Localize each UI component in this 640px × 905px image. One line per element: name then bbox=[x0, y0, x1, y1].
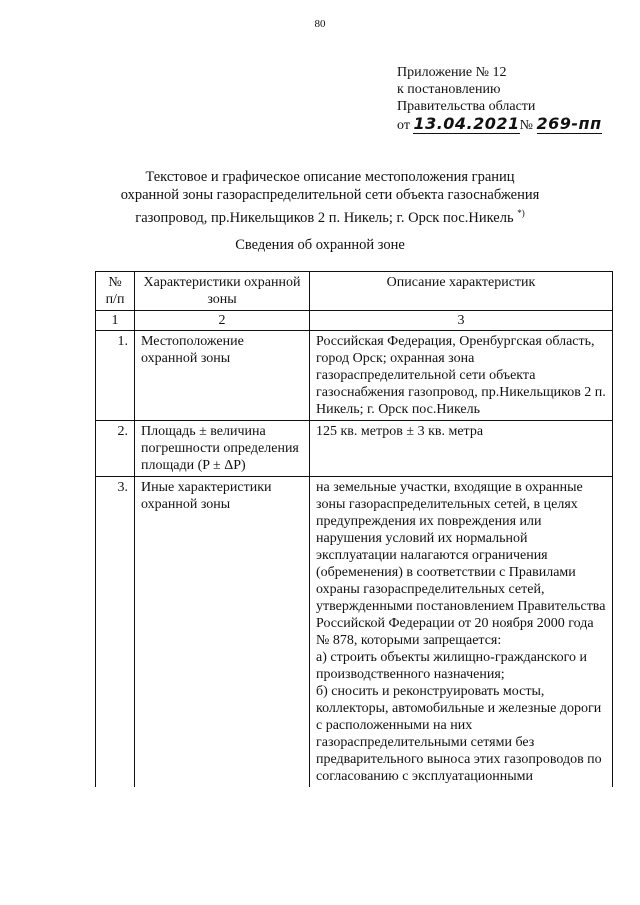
row-description: 125 кв. метров ± 3 кв. метра bbox=[310, 421, 613, 477]
appendix-line-3: Правительства области bbox=[397, 99, 536, 114]
appendix-block bbox=[397, 64, 602, 134]
appendix-line-1: Приложение № 12 bbox=[397, 65, 507, 80]
table-header-row bbox=[96, 272, 613, 311]
table-row bbox=[96, 477, 613, 788]
row-description: на земельные участки, входящие в охранные зоны газораспределительных сетей, в целях предупреждения их повреждения или нарушения условий их нормальной эксплуатации налагаются ограничения (обременения) в соответствии с Правилами охраны газораспределительных сетей, утвержденными постановлением Правительства Российской Федерации от 20 ноября 2000 года № 878, которыми запрещается: bbox=[316, 480, 606, 648]
footnote-mark: *) bbox=[517, 208, 525, 218]
column-numbers-row bbox=[96, 311, 613, 331]
row-characteristic: Местоположение охранной зоны bbox=[135, 331, 310, 421]
column-number-1: 1 bbox=[96, 311, 135, 331]
zone-info-table bbox=[95, 271, 613, 787]
header-characteristic: Характеристики охранной зоны bbox=[135, 272, 310, 311]
row-description-cell bbox=[310, 477, 613, 788]
restriction-item-a: а) строить объекты жилищно-гражданского и производственного назначения; bbox=[316, 650, 587, 682]
title-line-3: газопровод, пр.Никельщиков 2 п. Никель; г. Орск пос.Никель *) bbox=[135, 208, 525, 226]
section-subtitle: Сведения об охранной зоне bbox=[235, 237, 405, 253]
appendix-date-line bbox=[397, 115, 602, 134]
header-description: Описание характеристик bbox=[310, 272, 613, 311]
title-line-1: Текстовое и графическое описание местоположения границ bbox=[145, 169, 515, 185]
handwritten-number: 269-пп bbox=[536, 114, 602, 133]
title-line-2: охранной зоны газораспределительной сети объекта газоснабжения bbox=[120, 187, 540, 203]
column-number-3: 3 bbox=[310, 311, 613, 331]
table-row bbox=[96, 421, 613, 477]
row-number: 1. bbox=[96, 331, 135, 421]
row-number: 3. bbox=[96, 477, 135, 788]
document-title bbox=[60, 168, 600, 227]
handwritten-date: 13.04.2021 bbox=[413, 114, 520, 133]
date-prefix: от bbox=[397, 118, 410, 133]
number-prefix: № bbox=[519, 118, 534, 133]
page-number: 80 bbox=[314, 18, 326, 30]
column-number-2: 2 bbox=[135, 311, 310, 331]
row-characteristic: Площадь ± величина погрешности определения площади (P ± ΔP) bbox=[135, 421, 310, 477]
appendix-line-2: к постановлению bbox=[397, 82, 501, 97]
table-row bbox=[96, 331, 613, 421]
row-characteristic: Иные характеристики охранной зоны bbox=[135, 477, 310, 788]
row-description: Российская Федерация, Оренбургская область, город Орск; охранная зона газораспределительной сети объекта газоснабжения газопровод, пр.Никельщиков 2 п. Никель; г. Орск пос.Никель bbox=[310, 331, 613, 421]
row-number: 2. bbox=[96, 421, 135, 477]
restriction-item-b: б) сносить и реконструировать мосты, коллекторы, автомобильные и железные дороги с расположенными на них газораспределительными сетями без предварительного выноса этих газопроводов по согласованию с эксплуатационными bbox=[316, 684, 602, 784]
header-number: № п/п bbox=[96, 272, 135, 311]
